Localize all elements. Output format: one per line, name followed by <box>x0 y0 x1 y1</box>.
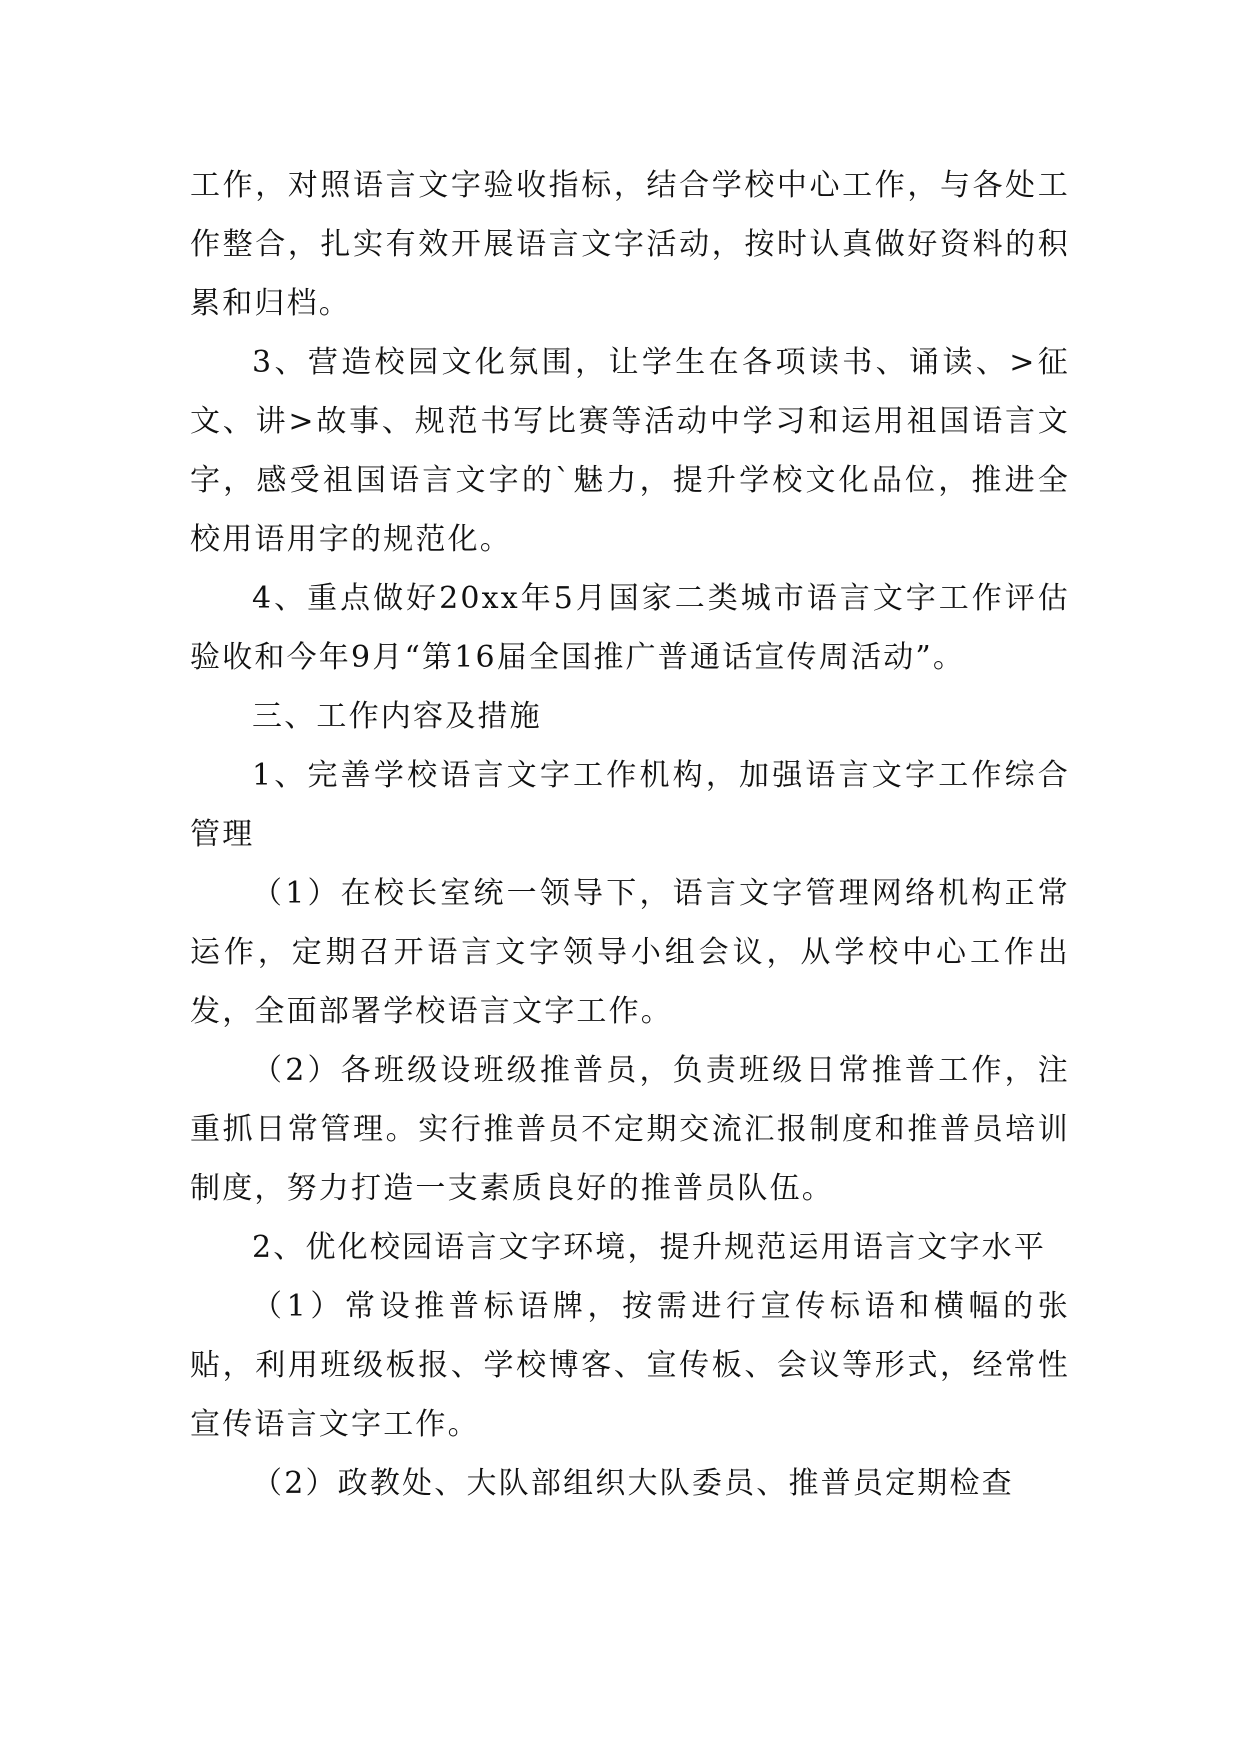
paragraph-sub-1-1: （1）在校长室统一领导下，语言文字管理网络机构正常运作，定期召开语言文字领导小组会议，从学校中心工作出发，全面部署学校语言文字工作。 <box>190 876 1070 1029</box>
paragraph-sub-2-1: （1）常设推普标语牌，按需进行宣传标语和横幅的张贴，利用班级板报、学校博客、宣传板、会议等形式，经常性宣传语言文字工作。 <box>190 1289 1070 1442</box>
paragraph-continuation: 工作，对照语言文字验收指标，结合学校中心工作，与各处工作整合，扎实有效开展语言文字活动，按时认真做好资料的积累和归档。 <box>190 168 1070 321</box>
document-body <box>190 156 1070 1513</box>
paragraph-sub-2-2: （2）政教处、大队部组织大队委员、推普员定期检查 <box>252 1466 1014 1501</box>
paragraph-item-4: 4、重点做好20xx年5月国家二类城市语言文字工作评估验收和今年9月“第16届全国推广普通话宣传周活动”。 <box>190 581 1070 675</box>
subsection-heading-2: 2、优化校园语言文字环境，提升规范运用语言文字水平 <box>252 1230 1047 1265</box>
subsection-heading-1: 1、完善学校语言文字工作机构，加强语言文字工作综合管理 <box>190 758 1070 852</box>
section-heading: 三、工作内容及措施 <box>252 699 542 734</box>
paragraph-item-3: 3、营造校园文化氛围，让学生在各项读书、诵读、>征文、讲>故事、规范书写比赛等活动中学习和运用祖国语言文字，感受祖国语言文字的`魅力，提升学校文化品位，推进全校用语用字的规范化。 <box>190 345 1070 557</box>
paragraph-sub-1-2: （2）各班级设班级推普员，负责班级日常推普工作，注重抓日常管理。实行推普员不定期交流汇报制度和推普员培训制度，努力打造一支素质良好的推普员队伍。 <box>190 1053 1070 1206</box>
